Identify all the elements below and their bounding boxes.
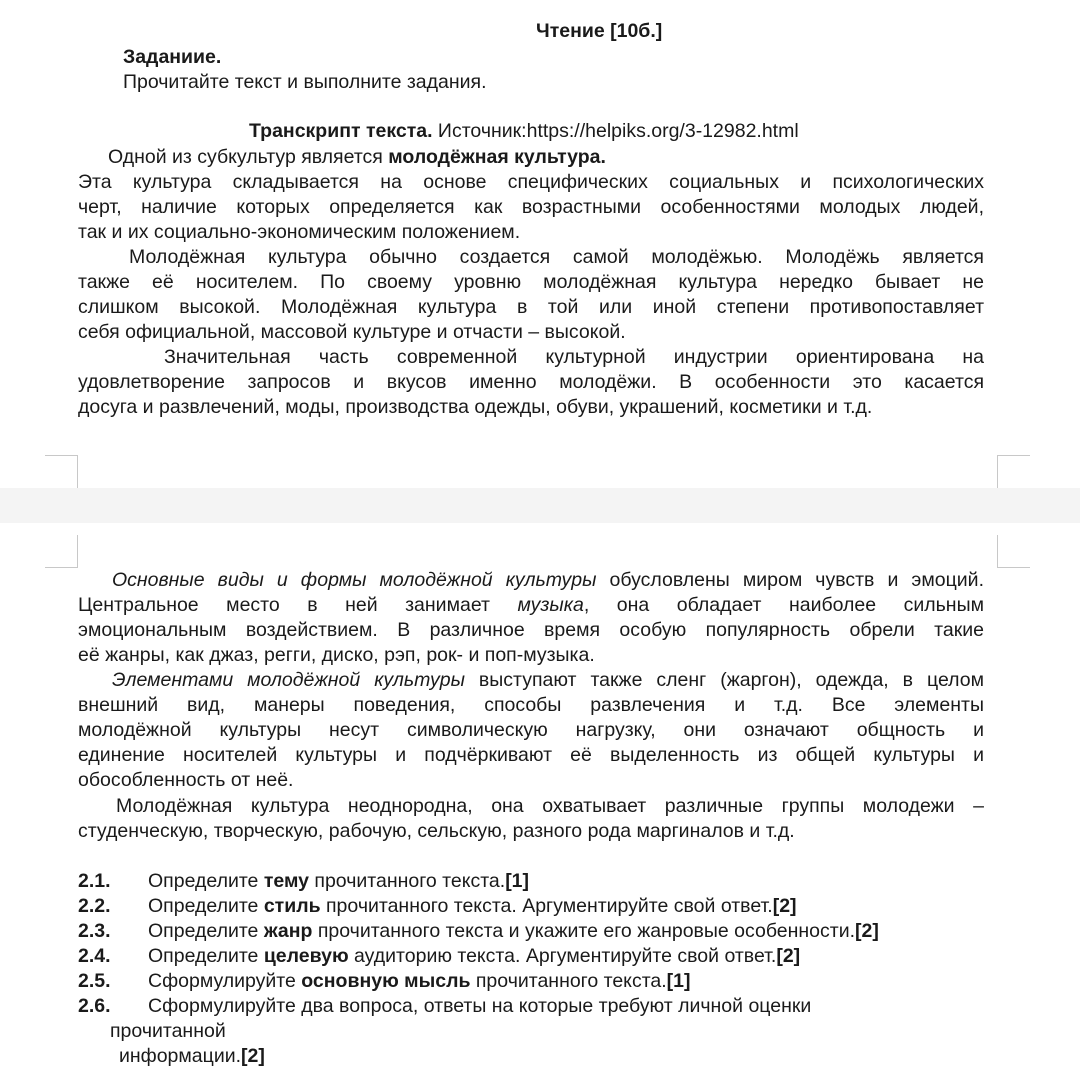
paragraph-6-line-2: внешний вид, манеры поведения, способы развлечения и т.д. Все элементы — [78, 694, 984, 716]
transcript-source: Источник:https://helpiks.org/3-12982.html — [432, 120, 799, 142]
paragraph-6-line-4: единение носителей культуры и подчёркивают её выделенность из общей культуры и — [78, 744, 984, 766]
task-text-rest: прочитанного текста и укажите его жанровые особенности. — [312, 920, 856, 942]
paragraph-4-line-1: Значительная часть современной культурной индустрии ориентирована на — [164, 346, 984, 368]
paragraph-5-line-2 — [78, 593, 984, 618]
task-text: Сформулируйте — [148, 970, 302, 992]
task-item — [78, 894, 1008, 919]
task-keyword: стиль — [263, 895, 321, 917]
paragraph-5-line-2-a: Центральное место в ней занимает — [78, 594, 518, 616]
page-gap — [0, 488, 1080, 523]
task-points: [1] — [505, 870, 530, 892]
paragraph-4-line-2: удовлетворение запросов и вкусов именно молодёжи. В особенности это касается — [78, 371, 984, 393]
task-points: [2] — [855, 920, 879, 942]
paragraph-5-music-italic: музыка — [517, 594, 584, 616]
task-6-text-end: информации. — [119, 1045, 242, 1067]
task-item — [78, 919, 1008, 944]
paragraph-6-line-3: молодёжной культуры несут символическую нагрузку, они означают общность и — [78, 719, 984, 741]
paragraph-5-italic: Основные виды и формы молодёжной культуры — [112, 569, 597, 591]
paragraph-5-line-3: эмоциональным воздействием. В различное время особую популярность обрели такие — [78, 619, 984, 641]
paragraph-3-line-4: себя официальной, массовой культуре и отчасти – высокой. — [78, 321, 626, 343]
task-points: [1] — [666, 970, 691, 992]
paragraph-1 — [108, 145, 606, 170]
instruction-text: Прочитайте текст и выполните задания. — [123, 71, 487, 93]
document-page-1 — [0, 0, 1080, 488]
paragraph-2-line-2: черт, наличие которых определяется как возрастными особенностями молодых людей, — [78, 196, 984, 218]
paragraph-5-line-4: её жанры, как джаз, регги, диско, рэп, рок- и поп-музыка. — [78, 644, 595, 666]
task-text: Определите — [148, 870, 264, 892]
task-number: 2.2. — [78, 895, 111, 917]
task-text-rest: прочитанного текста. — [470, 970, 667, 992]
task-number: 2.5. — [78, 970, 111, 992]
transcript-heading — [249, 119, 799, 144]
transcript-label: Транскрипт текста. — [249, 120, 433, 142]
task-keyword: тему — [263, 870, 309, 892]
crop-mark-top-right — [997, 535, 1030, 568]
task-6-continuation: прочитанной — [110, 1020, 226, 1042]
task-text-rest: прочитанного текста. — [308, 870, 506, 892]
task-label: Заданиие. — [123, 46, 222, 68]
task-text: Сформулируйте два вопроса, ответы на которые требуют личной оценки — [148, 995, 812, 1017]
task-text-rest: прочитанного текста. Аргументируйте свой ответ. — [320, 895, 773, 917]
paragraph-2-line-3: так и их социально-экономическим положением. — [78, 221, 521, 243]
crop-mark-bottom-left — [45, 455, 78, 488]
task-keyword: жанр — [263, 920, 313, 942]
task-points: [2] — [776, 945, 801, 967]
paragraph-3-line-1: Молодёжная культура обычно создается самой молодёжью. Молодёжь является — [129, 246, 984, 268]
crop-mark-bottom-right — [997, 455, 1030, 488]
task-6-continuation-end — [119, 1044, 1049, 1069]
task-number: 2.4. — [78, 945, 111, 967]
paragraph-4-line-3: досуга и развлечений, моды, производства одежды, обуви, украшений, косметики и т.д. — [78, 396, 873, 418]
task-item — [78, 944, 1008, 969]
paragraph-7-line-1: Молодёжная культура неоднородна, она охватывает различные группы молодежи – — [116, 795, 984, 817]
task-text: Определите — [148, 895, 264, 917]
task-text-rest: аудиторию текста. Аргументируйте свой ответ. — [348, 945, 777, 967]
paragraph-6-line-1 — [112, 668, 984, 693]
paragraph-5-line-2-b: , она обладает наиболее сильным — [583, 594, 985, 616]
paragraph-5-line-1 — [112, 568, 984, 593]
task-number: 2.3. — [78, 920, 111, 942]
reading-title: Чтение [10б.] — [536, 20, 663, 42]
paragraph-6-text: выступают также сленг (жаргон), одежда, в целом — [464, 669, 984, 691]
paragraph-2-line-1: Эта культура складывается на основе специфических социальных и психологических — [78, 171, 984, 193]
paragraph-7-line-2: студенческую, творческую, рабочую, сельскую, разного рода маргиналов и т.д. — [78, 820, 795, 842]
task-number: 2.1. — [78, 870, 111, 892]
task-keyword: основную мысль — [301, 970, 471, 992]
task-item — [78, 994, 1008, 1019]
crop-mark-top-left — [45, 535, 78, 568]
paragraph-3-line-2: также её носителем. По своему уровню молодёжная культура нередко бывает не — [78, 271, 984, 293]
paragraph-6-italic: Элементами молодёжной культуры — [112, 669, 465, 691]
paragraph-1-text: Одной из субкультур является — [108, 146, 389, 168]
task-item — [78, 969, 1008, 994]
task-keyword: целевую — [263, 945, 349, 967]
task-text: Определите — [148, 920, 264, 942]
task-points: [2] — [241, 1045, 265, 1067]
task-points: [2] — [772, 895, 797, 917]
paragraph-6-line-5: обособленность от неё. — [78, 769, 294, 791]
task-number: 2.6. — [78, 995, 111, 1017]
paragraph-3-line-3: слишком высокой. Молодёжная культура в той или иной степени противопоставляет — [78, 296, 984, 318]
task-item — [78, 869, 1008, 894]
task-text: Определите — [148, 945, 264, 967]
paragraph-1-bold: молодёжная культура. — [388, 146, 606, 168]
paragraph-5-text: обусловлены миром чувств и эмоций. — [596, 569, 984, 591]
